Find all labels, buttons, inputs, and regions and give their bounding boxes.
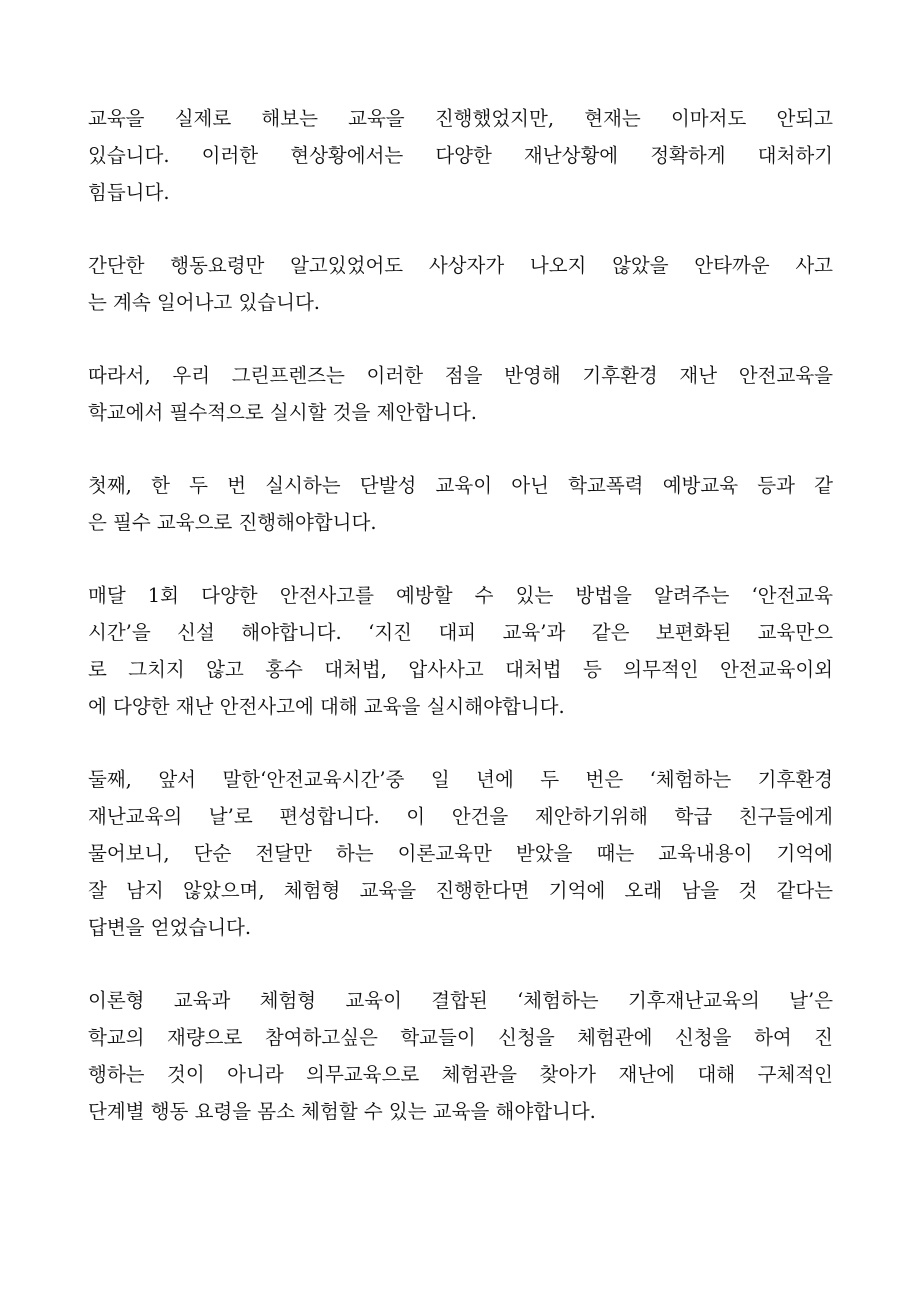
text-line: 물어보니, 단순 전달만 하는 이론교육만 받았을 때는 교육내용이 기억에 bbox=[88, 842, 833, 865]
document-body bbox=[88, 100, 833, 1166]
text-line: 학교에서 필수적으로 실시할 것을 제안합니다. bbox=[88, 401, 477, 424]
text-line: 재난교육의 날’로 편성합니다. 이 안건을 제안하기위해 학급 친구들에게 bbox=[88, 805, 833, 828]
text-line: 첫째, 한 두 번 실시하는 단발성 교육이 아닌 학교폭력 예방교육 등과 같 bbox=[88, 474, 833, 497]
paragraph-7 bbox=[88, 982, 833, 1130]
text-line: 있습니다. 이러한 현상황에서는 다양한 재난상황에 정확하게 대처하기 bbox=[88, 144, 833, 167]
paragraph-1 bbox=[88, 100, 833, 211]
text-line: 학교의 재량으로 참여하고싶은 학교들이 신청을 체험관에 신청을 하여 진 bbox=[88, 1026, 833, 1049]
text-line: 행하는 것이 아니라 의무교육으로 체험관을 찾아가 재난에 대해 구체적인 bbox=[88, 1063, 833, 1086]
text-line: 교육을 실제로 해보는 교육을 진행했었지만, 현재는 이마저도 안되고 bbox=[88, 107, 833, 130]
text-line: 이론형 교육과 체험형 교육이 결합된 ‘체험하는 기후재난교육의 날’은 bbox=[88, 989, 833, 1012]
text-line: 시간’을 신설 해야합니다. ‘지진 대피 교육’과 같은 보편화된 교육만으 bbox=[88, 621, 833, 644]
text-line: 에 다양한 재난 안전사고에 대해 교육을 실시해야합니다. bbox=[88, 695, 565, 718]
paragraph-5 bbox=[88, 577, 833, 725]
text-line: 매달 1회 다양한 안전사고를 예방할 수 있는 방법을 알려주는 ‘안전교육 bbox=[88, 584, 833, 607]
paragraph-6 bbox=[88, 761, 833, 946]
text-line: 힘듭니다. bbox=[88, 181, 170, 204]
text-line: 간단한 행동요령만 알고있었어도 사상자가 나오지 않았을 안타까운 사고 bbox=[88, 254, 833, 277]
paragraph-3 bbox=[88, 357, 833, 431]
text-line: 따라서, 우리 그린프렌즈는 이러한 점을 반영해 기후환경 재난 안전교육을 bbox=[88, 364, 833, 387]
text-line: 로 그치지 않고 홍수 대처법, 압사사고 대처법 등 의무적인 안전교육이외 bbox=[88, 658, 833, 681]
text-line: 는 계속 일어나고 있습니다. bbox=[88, 291, 321, 314]
text-line: 은 필수 교육으로 진행해야합니다. bbox=[88, 511, 377, 534]
text-line: 둘째, 앞서 말한‘안전교육시간’중 일 년에 두 번은 ‘체험하는 기후환경 bbox=[88, 768, 833, 791]
paragraph-4 bbox=[88, 467, 833, 541]
text-line: 단계별 행동 요령을 몸소 체험할 수 있는 교육을 해야합니다. bbox=[88, 1100, 596, 1123]
text-line: 잘 남지 않았으며, 체험형 교육을 진행한다면 기억에 오래 남을 것 같다는 bbox=[88, 879, 833, 902]
paragraph-2 bbox=[88, 247, 833, 321]
text-line: 답변을 얻었습니다. bbox=[88, 916, 252, 939]
